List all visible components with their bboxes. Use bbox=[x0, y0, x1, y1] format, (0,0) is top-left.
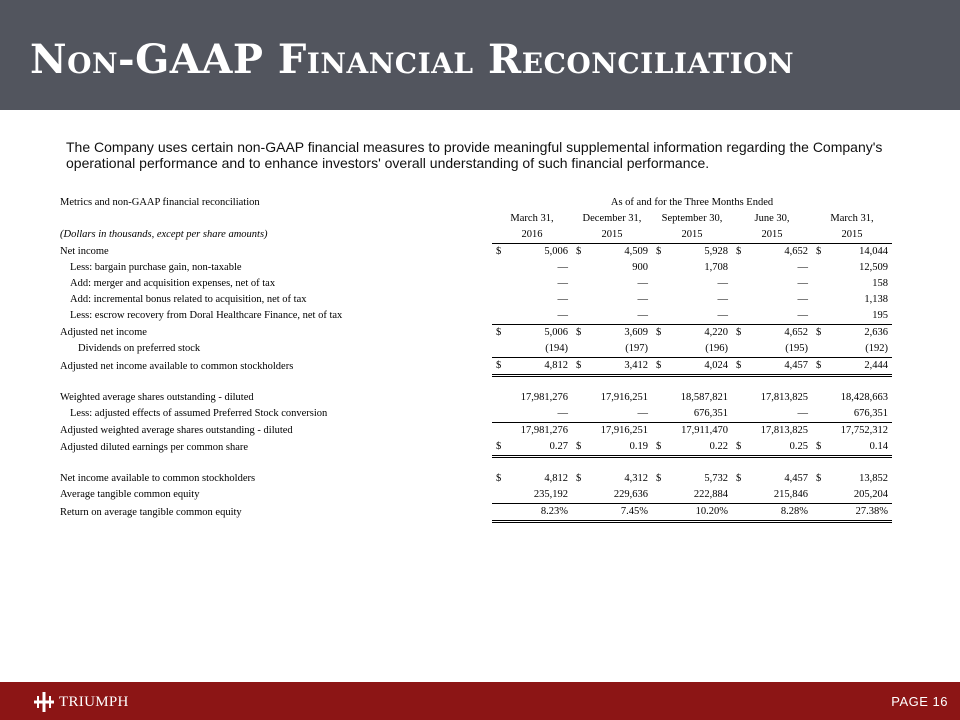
currency-symbol: $ bbox=[576, 441, 582, 452]
amount: 4,812 bbox=[544, 473, 568, 484]
row-label: Average tangible common equity bbox=[60, 489, 200, 501]
currency-symbol: $ bbox=[736, 360, 742, 371]
value-cell bbox=[812, 439, 892, 457]
row-label: Weighted average shares outstanding - diluted bbox=[60, 392, 254, 403]
amount: — bbox=[717, 294, 728, 305]
value-cell bbox=[572, 471, 652, 487]
amount: 17,911,470 bbox=[681, 425, 728, 436]
period-header: As of and for the Three Months Ended bbox=[610, 197, 774, 208]
value-cell bbox=[572, 341, 652, 358]
value-cell bbox=[652, 292, 732, 308]
amount: 5,928 bbox=[704, 246, 728, 257]
value-cell bbox=[652, 390, 732, 406]
amount: 2,444 bbox=[864, 360, 888, 371]
value-cell bbox=[572, 390, 652, 406]
value-cell bbox=[492, 292, 572, 308]
amount: (194) bbox=[545, 343, 568, 354]
amount: 4,312 bbox=[624, 473, 648, 484]
currency-symbol: $ bbox=[496, 246, 502, 257]
column-year: 2015 bbox=[812, 227, 892, 244]
amount: — bbox=[797, 294, 808, 305]
amount: 5,006 bbox=[544, 327, 568, 338]
column-year: 2015 bbox=[652, 227, 732, 244]
value-cell bbox=[572, 423, 652, 440]
currency-symbol: $ bbox=[576, 246, 582, 257]
amount: 14,044 bbox=[859, 246, 888, 257]
currency-symbol: $ bbox=[736, 246, 742, 257]
column-month: March 31, bbox=[830, 213, 874, 224]
amount: 3,412 bbox=[624, 360, 648, 371]
value-cell bbox=[492, 487, 572, 504]
currency-symbol: $ bbox=[816, 246, 822, 257]
amount: — bbox=[717, 278, 728, 289]
company-logo bbox=[34, 692, 129, 712]
value-cell bbox=[732, 504, 812, 522]
amount: 0.22 bbox=[709, 441, 728, 452]
value-cell bbox=[812, 244, 892, 261]
row-label: Less: escrow recovery from Doral Healthcare Finance, net of tax bbox=[70, 310, 343, 322]
value-cell bbox=[732, 292, 812, 308]
value-cell bbox=[492, 260, 572, 276]
amount: 676,351 bbox=[853, 408, 888, 419]
currency-symbol: $ bbox=[656, 360, 662, 371]
spacer-row bbox=[60, 457, 892, 472]
amount: 222,884 bbox=[693, 489, 728, 500]
value-cell bbox=[652, 358, 732, 376]
currency-symbol: $ bbox=[736, 473, 742, 484]
value-cell bbox=[812, 325, 892, 342]
value-cell bbox=[652, 341, 732, 358]
table-title: Metrics and non-GAAP financial reconciliation bbox=[60, 197, 260, 208]
table-row bbox=[60, 439, 892, 457]
value-cell bbox=[652, 260, 732, 276]
value-cell bbox=[812, 292, 892, 308]
currency-symbol: $ bbox=[576, 473, 582, 484]
amount: — bbox=[637, 294, 648, 305]
value-cell bbox=[492, 358, 572, 376]
amount: 4,812 bbox=[544, 360, 568, 371]
page-title: Non-GAAP Financial Reconciliation bbox=[30, 36, 795, 83]
table-row bbox=[60, 325, 892, 342]
amount: 7.45% bbox=[620, 506, 648, 517]
amount: — bbox=[557, 294, 568, 305]
amount: 8.23% bbox=[540, 506, 568, 517]
currency-symbol: $ bbox=[576, 327, 582, 338]
value-cell bbox=[732, 390, 812, 406]
value-cell bbox=[652, 439, 732, 457]
column-year: 2015 bbox=[732, 227, 812, 244]
value-cell bbox=[812, 406, 892, 423]
row-label: Net income available to common stockholders bbox=[60, 473, 256, 484]
amount: 4,220 bbox=[704, 327, 728, 338]
value-cell bbox=[732, 308, 812, 325]
value-cell bbox=[492, 406, 572, 423]
currency-symbol: $ bbox=[656, 246, 662, 257]
amount: (196) bbox=[705, 343, 728, 354]
row-label: Add: incremental bonus related to acquisition, net of tax bbox=[70, 294, 307, 305]
amount: 676,351 bbox=[693, 408, 728, 419]
table-row bbox=[60, 244, 892, 261]
amount: 205,204 bbox=[853, 489, 888, 500]
value-cell bbox=[492, 308, 572, 325]
column-year-row bbox=[60, 227, 892, 244]
currency-symbol: $ bbox=[496, 441, 502, 452]
row-label: Adjusted net income bbox=[60, 326, 147, 338]
row-label: Add: merger and acquisition expenses, net of tax bbox=[70, 278, 276, 289]
amount: 17,916,251 bbox=[600, 425, 648, 436]
value-cell bbox=[732, 244, 812, 261]
table-row bbox=[60, 406, 892, 423]
currency-symbol: $ bbox=[656, 441, 662, 452]
amount: 27.38% bbox=[855, 506, 888, 517]
amount: 17,813,825 bbox=[760, 392, 808, 403]
value-cell bbox=[492, 423, 572, 440]
row-label: Adjusted weighted average shares outstanding - diluted bbox=[60, 424, 293, 436]
intro-paragraph: The Company uses certain non-GAAP financial measures to provide meaningful supplemental information regarding the Company's operational performance and to enhance investors' overall understanding of such financial performance. bbox=[66, 139, 883, 171]
amount: 10.20% bbox=[695, 506, 728, 517]
value-cell bbox=[572, 292, 652, 308]
amount: — bbox=[717, 310, 728, 321]
amount: — bbox=[637, 278, 648, 289]
amount: (197) bbox=[625, 343, 648, 354]
amount: 229,636 bbox=[613, 489, 648, 500]
row-label: Net income bbox=[60, 245, 109, 257]
column-month-row bbox=[60, 211, 892, 227]
amount: 1,138 bbox=[864, 294, 888, 305]
row-label: Dividends on preferred stock bbox=[78, 343, 201, 355]
amount: 5,732 bbox=[704, 473, 728, 484]
amount: 215,846 bbox=[773, 489, 808, 500]
value-cell bbox=[812, 504, 892, 522]
row-label: Adjusted net income available to common stockholders bbox=[60, 360, 294, 372]
table-row bbox=[60, 504, 892, 522]
amount: — bbox=[637, 408, 648, 419]
value-cell bbox=[732, 406, 812, 423]
amount: 12,509 bbox=[859, 262, 888, 273]
amount: — bbox=[557, 310, 568, 321]
currency-symbol: $ bbox=[496, 473, 502, 484]
amount: 195 bbox=[872, 310, 888, 321]
amount: 158 bbox=[872, 278, 888, 289]
value-cell bbox=[732, 260, 812, 276]
value-cell bbox=[492, 276, 572, 292]
amount: — bbox=[797, 408, 808, 419]
amount: 4,652 bbox=[784, 246, 808, 257]
value-cell bbox=[492, 504, 572, 522]
amount: 3,609 bbox=[624, 327, 648, 338]
header-bar bbox=[0, 0, 960, 110]
value-cell bbox=[492, 341, 572, 358]
value-cell bbox=[572, 244, 652, 261]
amount: 18,587,821 bbox=[680, 392, 728, 403]
amount: 4,457 bbox=[784, 473, 808, 484]
currency-symbol: $ bbox=[496, 360, 502, 371]
logo-text: TRIUMPH bbox=[59, 693, 129, 710]
table-row bbox=[60, 308, 892, 325]
value-cell bbox=[812, 423, 892, 440]
currency-symbol: $ bbox=[656, 473, 662, 484]
amount: 17,916,251 bbox=[600, 392, 648, 403]
row-label: Adjusted diluted earnings per common share bbox=[60, 441, 249, 453]
amount: 4,509 bbox=[624, 246, 648, 257]
value-cell bbox=[652, 487, 732, 504]
value-cell bbox=[732, 341, 812, 358]
footer-bar bbox=[0, 682, 960, 720]
reconciliation-table bbox=[60, 195, 892, 523]
value-cell bbox=[732, 423, 812, 440]
currency-symbol: $ bbox=[736, 327, 742, 338]
value-cell bbox=[732, 487, 812, 504]
amount: 13,852 bbox=[859, 473, 888, 484]
amount: 4,457 bbox=[784, 360, 808, 371]
amount: (195) bbox=[785, 343, 808, 354]
value-cell bbox=[572, 260, 652, 276]
cross-logo-icon bbox=[34, 692, 54, 712]
value-cell bbox=[812, 471, 892, 487]
value-cell bbox=[572, 406, 652, 423]
value-cell bbox=[732, 325, 812, 342]
column-month: December 31, bbox=[582, 213, 642, 224]
page-number: PAGE 16 bbox=[891, 694, 948, 709]
column-year: 2016 bbox=[492, 227, 572, 244]
table-row bbox=[60, 276, 892, 292]
currency-symbol: $ bbox=[816, 360, 822, 371]
column-year: 2015 bbox=[572, 227, 652, 244]
units-note: (Dollars in thousands, except per share amounts) bbox=[60, 229, 268, 241]
amount: 17,981,276 bbox=[520, 425, 568, 436]
value-cell bbox=[572, 276, 652, 292]
currency-symbol: $ bbox=[816, 473, 822, 484]
value-cell bbox=[652, 423, 732, 440]
value-cell bbox=[732, 439, 812, 457]
currency-symbol: $ bbox=[496, 327, 502, 338]
value-cell bbox=[732, 358, 812, 376]
table-row bbox=[60, 358, 892, 376]
row-label: Return on average tangible common equity bbox=[60, 506, 242, 518]
amount: — bbox=[797, 262, 808, 273]
amount: — bbox=[637, 310, 648, 321]
value-cell bbox=[812, 260, 892, 276]
amount: 8.28% bbox=[780, 506, 808, 517]
amount: 2,636 bbox=[864, 327, 888, 338]
amount: 0.25 bbox=[789, 441, 808, 452]
value-cell bbox=[572, 358, 652, 376]
value-cell bbox=[732, 471, 812, 487]
row-label: Less: bargain purchase gain, non-taxable bbox=[70, 262, 242, 273]
table-body bbox=[60, 244, 892, 522]
value-cell bbox=[812, 358, 892, 376]
row-label: Less: adjusted effects of assumed Preferred Stock conversion bbox=[70, 408, 328, 420]
amount: 18,428,663 bbox=[840, 392, 888, 403]
value-cell bbox=[652, 308, 732, 325]
table-row bbox=[60, 471, 892, 487]
value-cell bbox=[572, 504, 652, 522]
value-cell bbox=[572, 308, 652, 325]
value-cell bbox=[812, 390, 892, 406]
amount: (192) bbox=[865, 343, 888, 354]
currency-symbol: $ bbox=[816, 441, 822, 452]
table-row bbox=[60, 423, 892, 440]
value-cell bbox=[652, 325, 732, 342]
table-row bbox=[60, 390, 892, 406]
value-cell bbox=[652, 471, 732, 487]
amount: 5,006 bbox=[544, 246, 568, 257]
amount: — bbox=[557, 408, 568, 419]
amount: 17,813,825 bbox=[760, 425, 808, 436]
table-row bbox=[60, 487, 892, 504]
currency-symbol: $ bbox=[816, 327, 822, 338]
value-cell bbox=[812, 276, 892, 292]
amount: — bbox=[557, 262, 568, 273]
value-cell bbox=[812, 487, 892, 504]
amount: 17,752,312 bbox=[840, 425, 888, 436]
spacer-row bbox=[60, 376, 892, 391]
value-cell bbox=[572, 487, 652, 504]
value-cell bbox=[492, 471, 572, 487]
currency-symbol: $ bbox=[736, 441, 742, 452]
amount: 4,652 bbox=[784, 327, 808, 338]
amount: — bbox=[557, 278, 568, 289]
value-cell bbox=[812, 341, 892, 358]
value-cell bbox=[732, 276, 812, 292]
amount: 0.27 bbox=[549, 441, 568, 452]
table-title-row bbox=[60, 195, 892, 211]
value-cell bbox=[572, 439, 652, 457]
amount: — bbox=[797, 278, 808, 289]
amount: — bbox=[797, 310, 808, 321]
table-row bbox=[60, 260, 892, 276]
amount: 0.14 bbox=[869, 441, 888, 452]
column-month: June 30, bbox=[754, 213, 790, 224]
value-cell bbox=[652, 276, 732, 292]
column-month: March 31, bbox=[510, 213, 554, 224]
amount: 17,981,276 bbox=[520, 392, 568, 403]
value-cell bbox=[572, 325, 652, 342]
value-cell bbox=[492, 244, 572, 261]
value-cell bbox=[652, 504, 732, 522]
value-cell bbox=[652, 406, 732, 423]
amount: 4,024 bbox=[704, 360, 728, 371]
amount: 900 bbox=[632, 262, 648, 273]
value-cell bbox=[812, 308, 892, 325]
column-month: September 30, bbox=[661, 213, 723, 224]
amount: 0.19 bbox=[629, 441, 648, 452]
value-cell bbox=[492, 390, 572, 406]
amount: 235,192 bbox=[533, 489, 568, 500]
value-cell bbox=[492, 439, 572, 457]
currency-symbol: $ bbox=[576, 360, 582, 371]
value-cell bbox=[492, 325, 572, 342]
table-row bbox=[60, 292, 892, 308]
value-cell bbox=[652, 244, 732, 261]
currency-symbol: $ bbox=[656, 327, 662, 338]
table-row bbox=[60, 341, 892, 358]
amount: 1,708 bbox=[704, 262, 728, 273]
